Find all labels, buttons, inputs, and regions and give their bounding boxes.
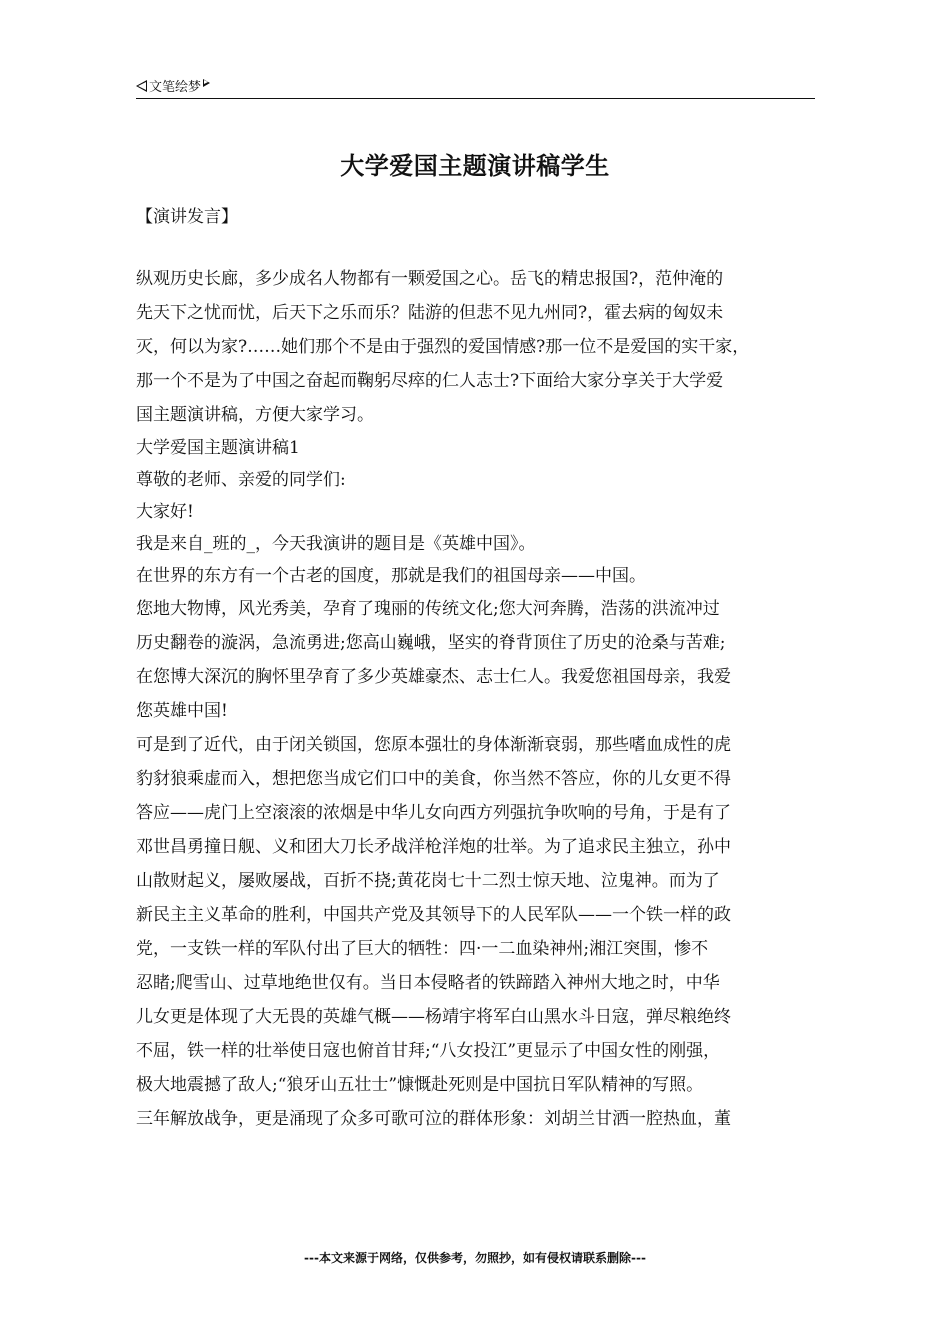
body-line: 历史翻卷的漩涡，急流勇进;您高山巍峨，坚实的脊背顶住了历史的沧桑与苦难; xyxy=(136,633,726,653)
body-line: 邓世昌勇撞日舰、义和团大刀长矛战洋枪洋炮的壮举。为了追求民主独立，孙中 xyxy=(136,837,731,857)
body-line: 灭，何以为家?……她们那个不是由于强烈的爱国情感?那一位不是爱国的实干家， xyxy=(136,337,750,357)
body-line: 在世界的东方有一个古老的国度，那就是我们的祖国母亲——中国。 xyxy=(136,566,646,586)
body-line: 极大地震撼了敌人;“狼牙山五壮士”慷慨赴死则是中国抗日军队精神的写照。 xyxy=(136,1075,704,1095)
body-line: 新民主主义革命的胜利，中国共产党及其领导下的人民军队——一个铁一样的政 xyxy=(136,905,731,925)
body-line: 儿女更是体现了大无畏的英雄气概——杨靖宇将军白山黑水斗日寇，弹尽粮绝终 xyxy=(136,1007,731,1027)
triangle-right-icon xyxy=(203,79,210,87)
header-brand xyxy=(136,76,210,95)
section-heading: 大学爱国主题演讲稿1 xyxy=(136,438,300,458)
body-line: 可是到了近代，由于闭关锁国，您原本强壮的身体渐渐衰弱，那些嗜血成性的虎 xyxy=(136,735,731,755)
page-header xyxy=(136,74,815,99)
body-line: 先天下之忧而忧，后天下之乐而乐？陆游的但悲不见九州同?，霍去病的匈奴未 xyxy=(136,303,724,323)
greeting-line: 大家好! xyxy=(136,502,194,522)
body-line: 山散财起义，屡败屡战，百折不挠;黄花岗七十二烈士惊天地、泣鬼神。而为了 xyxy=(136,871,720,891)
body-line: 豹豺狼乘虚而入，想把您当成它们口中的美食，你当然不答应，你的儿女更不得 xyxy=(136,769,731,789)
body-line: 在您博大深沉的胸怀里孕育了多少英雄豪杰、志士仁人。我爱您祖国母亲，我爱 xyxy=(136,667,731,687)
salutation-line: 尊敬的老师、亲爱的同学们: xyxy=(136,470,346,490)
body-line: 您英雄中国! xyxy=(136,701,228,721)
body-line: 纵观历史长廊，多少成名人物都有一颗爱国之心。岳飞的精忠报国?，范仲淹的 xyxy=(136,269,724,289)
body-line: 不屈，铁一样的壮举使日寇也俯首甘拜;“八女投江”更显示了中国女性的刚强， xyxy=(136,1041,721,1061)
body-line: 我是来自_班的_，今天我演讲的题目是《英雄中国》。 xyxy=(136,534,536,554)
body-line: 那一个不是为了中国之奋起而鞠躬尽瘁的仁人志士?下面给大家分享关于大学爱 xyxy=(136,371,724,391)
body-line: 党，一支铁一样的军队付出了巨大的牺牲：四·一二血染神州;湘江突围，惨不 xyxy=(136,939,709,959)
brand-text: 文笔绘梦 xyxy=(149,80,202,95)
footer-notice: ---本文来源于网络，仅供参考，勿照抄，如有侵权请联系删除--- xyxy=(304,1251,646,1265)
body-line: 答应——虎门上空滚滚的浓烟是中华儿女向西方列强抗争吹响的号角，于是有了 xyxy=(136,803,731,823)
triangle-left-icon xyxy=(136,80,147,92)
document-body xyxy=(136,262,816,1136)
body-line: 国主题演讲稿，方便大家学习。 xyxy=(136,405,374,425)
document-title: 大学爱国主题演讲稿学生 xyxy=(340,152,610,180)
body-line: 三年解放战争，更是涌现了众多可歌可泣的群体形象：刘胡兰甘洒一腔热血，董 xyxy=(136,1109,731,1129)
body-line: 忍睹;爬雪山、过草地绝世仅有。当日本侵略者的铁蹄踏入神州大地之时，中华 xyxy=(136,973,720,993)
document-tag: 【演讲发言】 xyxy=(136,207,238,227)
body-line: 您地大物博，风光秀美，孕育了瑰丽的传统文化;您大河奔腾，浩荡的洪流冲过 xyxy=(136,599,720,619)
